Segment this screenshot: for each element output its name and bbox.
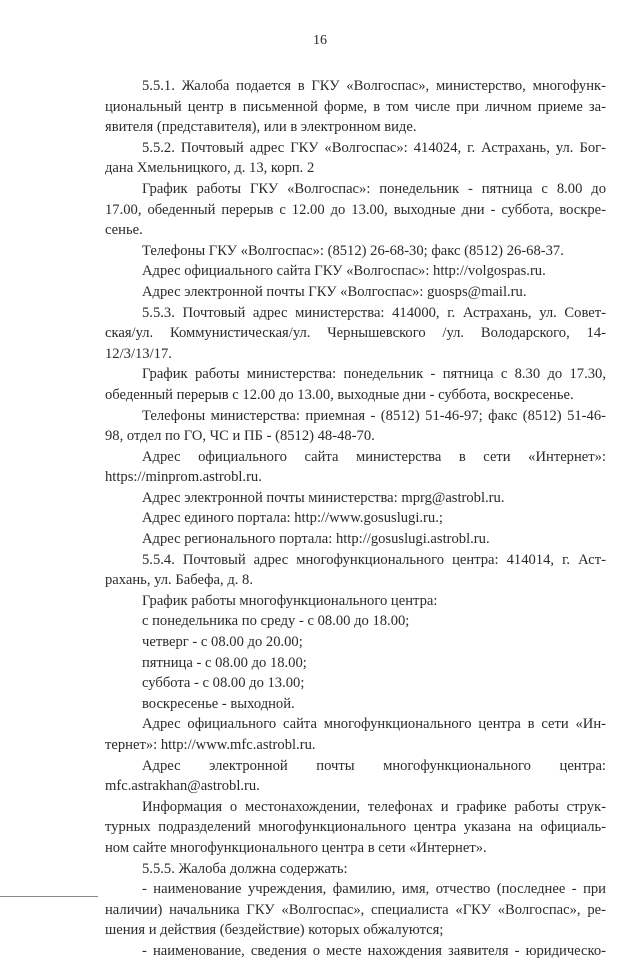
text-line: суббота - с 08.00 до 13.00;	[142, 675, 305, 692]
text-line: четверг - с 08.00 до 20.00;	[142, 634, 303, 651]
text-line: 5.5.4. Почтовый адрес многофункционального центра: 414014, г. Аст-	[142, 551, 606, 568]
text-line: Телефоны ГКУ «Волгоспас»: (8512) 26-68-30; факс (8512) 26-68-37.	[142, 242, 564, 259]
text-line: График работы министерства: понедельник - пятница с 8.30 до 17.30,	[142, 366, 606, 383]
text-line: явителя (представителя), или в электронном виде.	[105, 119, 417, 136]
text-line: циональный центр в письменной форме, в том числе при личном приеме за-	[105, 98, 606, 115]
text-line: Адрес официального сайта ГКУ «Волгоспас»: http://volgospas.ru.	[142, 263, 546, 280]
text-line: 98, отдел по ГО, ЧС и ПБ - (8512) 48-48-70.	[105, 428, 375, 445]
text-line: обеденный перерыв с 12.00 до 13.00, выходные дни - суббота, воскресенье.	[105, 386, 574, 403]
text-line: с понедельника по среду - с 08.00 до 18.00;	[142, 613, 410, 630]
text-line: Адрес электронной почты многофункционального центра:	[142, 757, 606, 774]
text-line: График работы ГКУ «Волгоспас»: понедельник - пятница с 8.00 до	[142, 180, 606, 197]
footer-rule	[0, 896, 98, 897]
text-line: 17.00, обеденный перерыв с 12.00 до 13.00, выходные дни - суббота, воскре-	[105, 201, 606, 218]
text-line: mfc.astrakhan@astrobl.ru.	[105, 778, 260, 795]
text-line: Адрес электроннoй почты ГКУ «Волгоспас»: guosps@mail.ru.	[142, 283, 527, 300]
text-line: - наименование учреждения, фамилию, имя, отчество (последнее - при	[142, 881, 606, 898]
text-line: ская/ул. Коммунистическая/ул. Чернышевского /ул. Володарского, 14-	[105, 325, 606, 342]
text-line: https://minprom.astrobl.ru.	[105, 469, 262, 486]
text-line: График работы многофункционального центра:	[142, 592, 438, 609]
text-line: 5.5.2. Почтовый адрес ГКУ «Волгоспас»: 414024, г. Астрахань, ул. Бог-	[142, 139, 606, 156]
text-line: тернет»: http://www.mfc.astrobl.ru.	[105, 737, 316, 753]
text-line: Телефоны министерства: приемная - (8512) 51-46-97; факс (8512) 51-46-	[142, 407, 606, 424]
text-line: дана Хмельницкого, д. 13, корп. 2	[105, 160, 315, 177]
text-line: наличии) начальника ГКУ «Волгоспас», специалиста «ГКУ «Волгоспас», ре-	[105, 901, 606, 918]
text-line: турных подразделений многофункционального центра указана на официаль-	[105, 819, 606, 836]
text-line: 5.5.5. Жалоба должна содержать:	[142, 860, 348, 877]
text-line: ном сайте многофункционального центра в сети «Интернет».	[105, 839, 487, 856]
text-line: 12/3/13/17.	[105, 345, 172, 362]
text-line: - наименование, сведения о месте нахождения заявителя - юридическо-	[142, 942, 606, 959]
text-line: Адрес официального сайта многофункционального центра в сети «Ин-	[142, 716, 606, 733]
text-line: Адрес электронной почты министерства: mprg@astrobl.ru.	[142, 489, 505, 506]
text-line: 5.5.3. Почтовый адрес министерства: 414000, г. Астрахань, ул. Совет-	[142, 304, 606, 321]
text-line: сенье.	[105, 222, 143, 239]
page-number: 16	[313, 33, 327, 48]
text-line: рахань, ул. Бабефа, д. 8.	[105, 572, 253, 589]
text-line: Информация о местонахождении, телефонах и графике работы струк-	[142, 798, 606, 815]
document-body	[105, 76, 606, 962]
text-line: Адрес регионального портала: http://gosuslugi.astrobl.ru.	[142, 531, 490, 548]
text-line: 5.5.1. Жалоба подается в ГКУ «Волгоспас», министерство, многофунк-	[142, 78, 606, 94]
text-line: Адрес единого портала: http://www.gosuslugi.ru.;	[142, 510, 443, 527]
text-line: пятница - с 08.00 до 18.00;	[142, 654, 307, 671]
text-line: воскресенье - выходной.	[142, 695, 295, 712]
text-line: Адрес официального сайта министерства в сети «Интернет»:	[142, 448, 606, 465]
text-line: шения и действия (бездействие) которых обжалуются;	[105, 922, 444, 939]
